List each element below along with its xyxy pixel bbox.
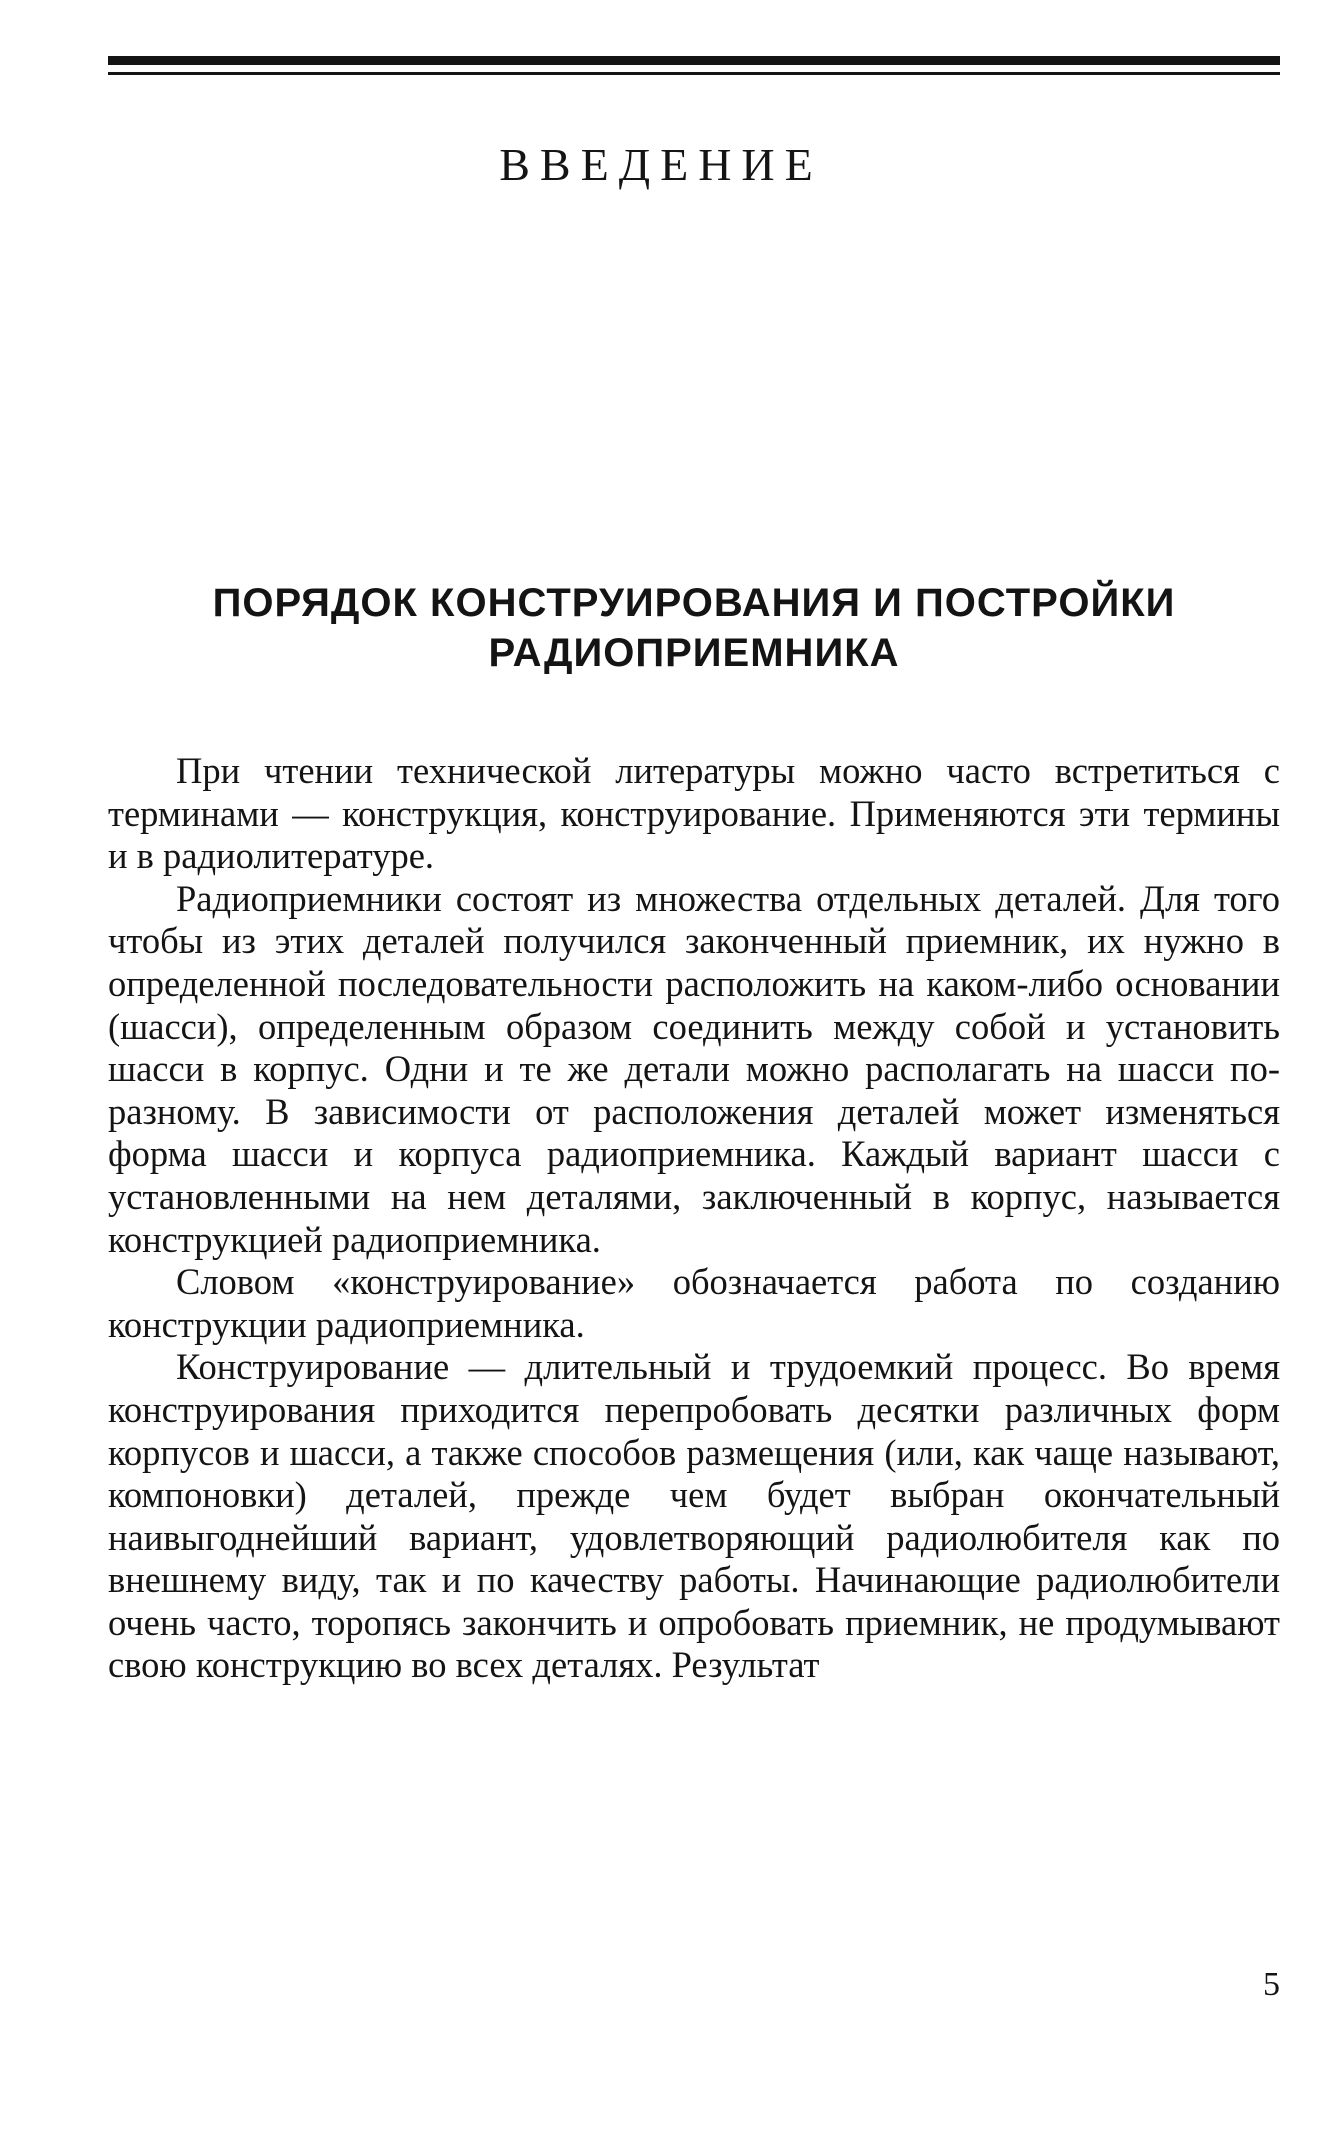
section-title [108, 578, 1280, 678]
chapter-title: ВВЕДЕНИЕ [499, 139, 823, 190]
paragraph: Радиоприемники состоят из множества отдельных деталей. Для того чтобы из этих деталей получился законченный приемник, их нужно в определенной последовательности расположить на каком-либо основании (шасси), определенным образом соединить между собой и установить шасси в корпус. Одни и те же детали можно располагать на шасси по-разному. В зависимости от расположения деталей может изменяться форма шасси и корпуса радиоприемника. Каждый вариант шасси с установленными на нем деталями, заключенный в корпус, называется конструкцией радиоприемника. [108, 877, 1280, 1260]
paragraph: Словом «конструирование» обозначается работа по созданию конструкции радиоприемника. [108, 1261, 1280, 1345]
header-rule-thick [108, 56, 1280, 65]
paragraph: Конструирование — длительный и трудоемкий процесс. Во время конструирования приходится перепробовать десятки различных форм корпусов и шасси, а также способов размещения (или, как чаще называют, компоновки) деталей, прежде чем будет выбран окончательный наивыгоднейший вариант, удовлетворяющий радиолюбителя как по внешнему виду, так и по качеству работы. Начинающие радиолюбители очень часто, торопясь закончить и опробовать приемник, не продумывают свою конструкцию во всех деталях. Результат [108, 1346, 1280, 1686]
section-title-line: ПОРЯДОК КОНСТРУИРОВАНИЯ И ПОСТРОЙКИ [212, 581, 1176, 625]
header-rule-thin [108, 72, 1280, 75]
page-number: 5 [1263, 1966, 1280, 2003]
body-text [108, 750, 1280, 1687]
section-title-line: РАДИОПРИЕМНИКА [488, 631, 900, 675]
paragraph: При чтении технической литературы можно часто встретиться с терминами — конструкция, конструирование. Применяются эти термины и в радиолитературе. [108, 750, 1280, 877]
